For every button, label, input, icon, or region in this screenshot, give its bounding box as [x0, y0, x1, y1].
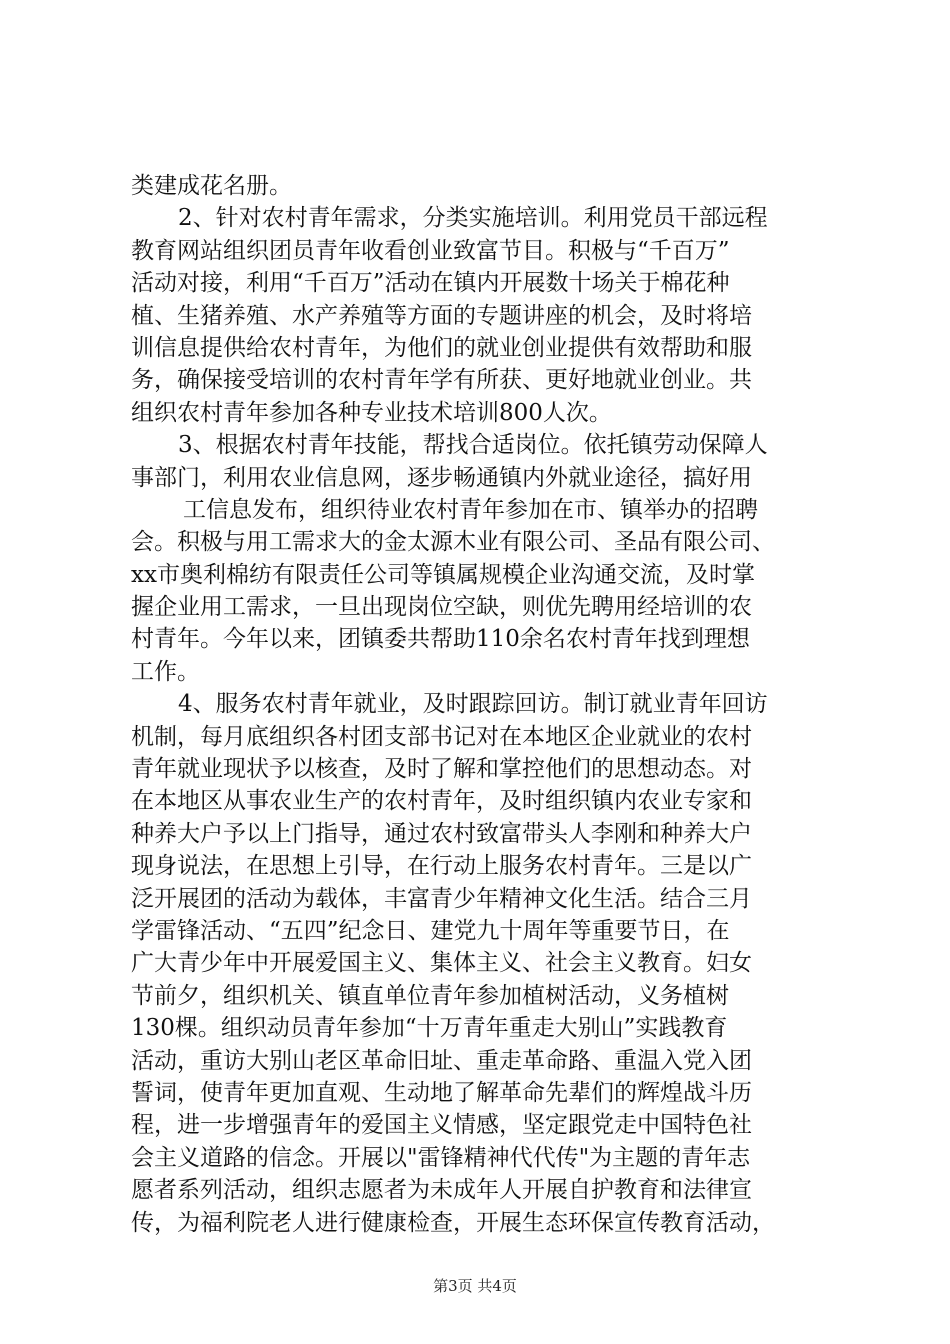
- text-line: 机制，每月底组织各村团支部书记对在本地区企业就业的农村: [131, 723, 752, 750]
- text-line: 会。积极与用工需求大的金太源木业有限公司、圣品有限公司、: [131, 529, 775, 556]
- text-line: 训信息提供给农村青年，为他们的就业创业提供有效帮助和服: [131, 334, 752, 361]
- text-line: 学雷锋活动、“五四”纪念日、建党九十周年等重要节日，在: [131, 917, 730, 944]
- text-line: 愿者系列活动，组织志愿者为未成年人开展自护教育和法律宣: [131, 1177, 752, 1204]
- text-line: 在本地区从事农业生产的农村青年，及时组织镇内农业专家和: [131, 788, 752, 815]
- text-line: 植、生猪养殖、水产养殖等方面的专题讲座的机会，及时将培: [131, 302, 752, 329]
- text-line: 130棵。组织动员青年参加“十万青年重走大别山”实践教育: [131, 1015, 728, 1042]
- text-line: 4、服务农村青年就业，及时跟踪回访。制订就业青年回访: [178, 691, 768, 718]
- text-line: 誓词，使青年更加直观、生动地了解革命先辈们的辉煌战斗历: [131, 1079, 752, 1106]
- text-line: 传，为福利院老人进行健康检查，开展生态环保宣传教育活动，: [131, 1209, 775, 1236]
- document-body: [131, 170, 841, 1239]
- text-line: 现身说法，在思想上引导，在行动上服务农村青年。三是以广: [131, 853, 752, 880]
- text-line: 教育网站组织团员青年收看创业致富节目。积极与“千百万”: [131, 237, 730, 264]
- text-line: 村青年。今年以来，团镇委共帮助110余名农村青年找到理想: [131, 626, 750, 653]
- text-line: 组织农村青年参加各种专业技术培训800人次。: [131, 399, 612, 426]
- text-line: 种养大户予以上门指导，通过农村致富带头人李刚和种养大户: [131, 820, 752, 847]
- text-line: 泛开展团的活动为载体，丰富青少年精神文化生活。结合三月: [131, 885, 752, 912]
- text-line: 握企业用工需求，一旦出现岗位空缺，则优先聘用经培训的农: [131, 594, 752, 621]
- text-line: xx市奥利棉纺有限责任公司等镇属规模企业沟通交流，及时掌: [131, 561, 755, 588]
- text-line: 活动，重访大别山老区革命旧址、重走革命路、重温入党入团: [131, 1047, 752, 1074]
- text-line: 务，确保接受培训的农村青年学有所获、更好地就业创业。共: [131, 367, 752, 394]
- text-line: 广大青少年中开展爱国主义、集体主义、社会主义教育。妇女: [131, 950, 752, 977]
- text-line: 事部门，利用农业信息网，逐步畅通镇内外就业途径，搞好用: [131, 464, 752, 491]
- text-line: 青年就业现状予以核查，及时了解和掌控他们的思想动态。对: [131, 756, 752, 783]
- text-line: 工作。: [131, 658, 200, 685]
- text-line: 程，进一步增强青年的爱国主义情感，坚定跟党走中国特色社: [131, 1112, 752, 1139]
- page-number-footer: 第3页 共4页: [433, 1277, 517, 1295]
- text-line: 工信息发布，组织待业农村青年参加在市、镇举办的招聘: [183, 496, 758, 523]
- text-line: 节前夕，组织机关、镇直单位青年参加植树活动，义务植树: [131, 982, 729, 1009]
- text-line: 3、根据农村青年技能，帮找合适岗位。依托镇劳动保障人: [178, 432, 768, 459]
- text-line: 2、针对农村青年需求，分类实施培训。利用党员干部远程: [178, 205, 768, 232]
- text-line: 类建成花名册。: [131, 173, 292, 199]
- text-line: 会主义道路的信念。开展以"雷锋精神代代传"为主题的青年志: [131, 1144, 751, 1171]
- text-line: 活动对接，利用“千百万”活动在镇内开展数十场关于棉花种: [131, 270, 730, 297]
